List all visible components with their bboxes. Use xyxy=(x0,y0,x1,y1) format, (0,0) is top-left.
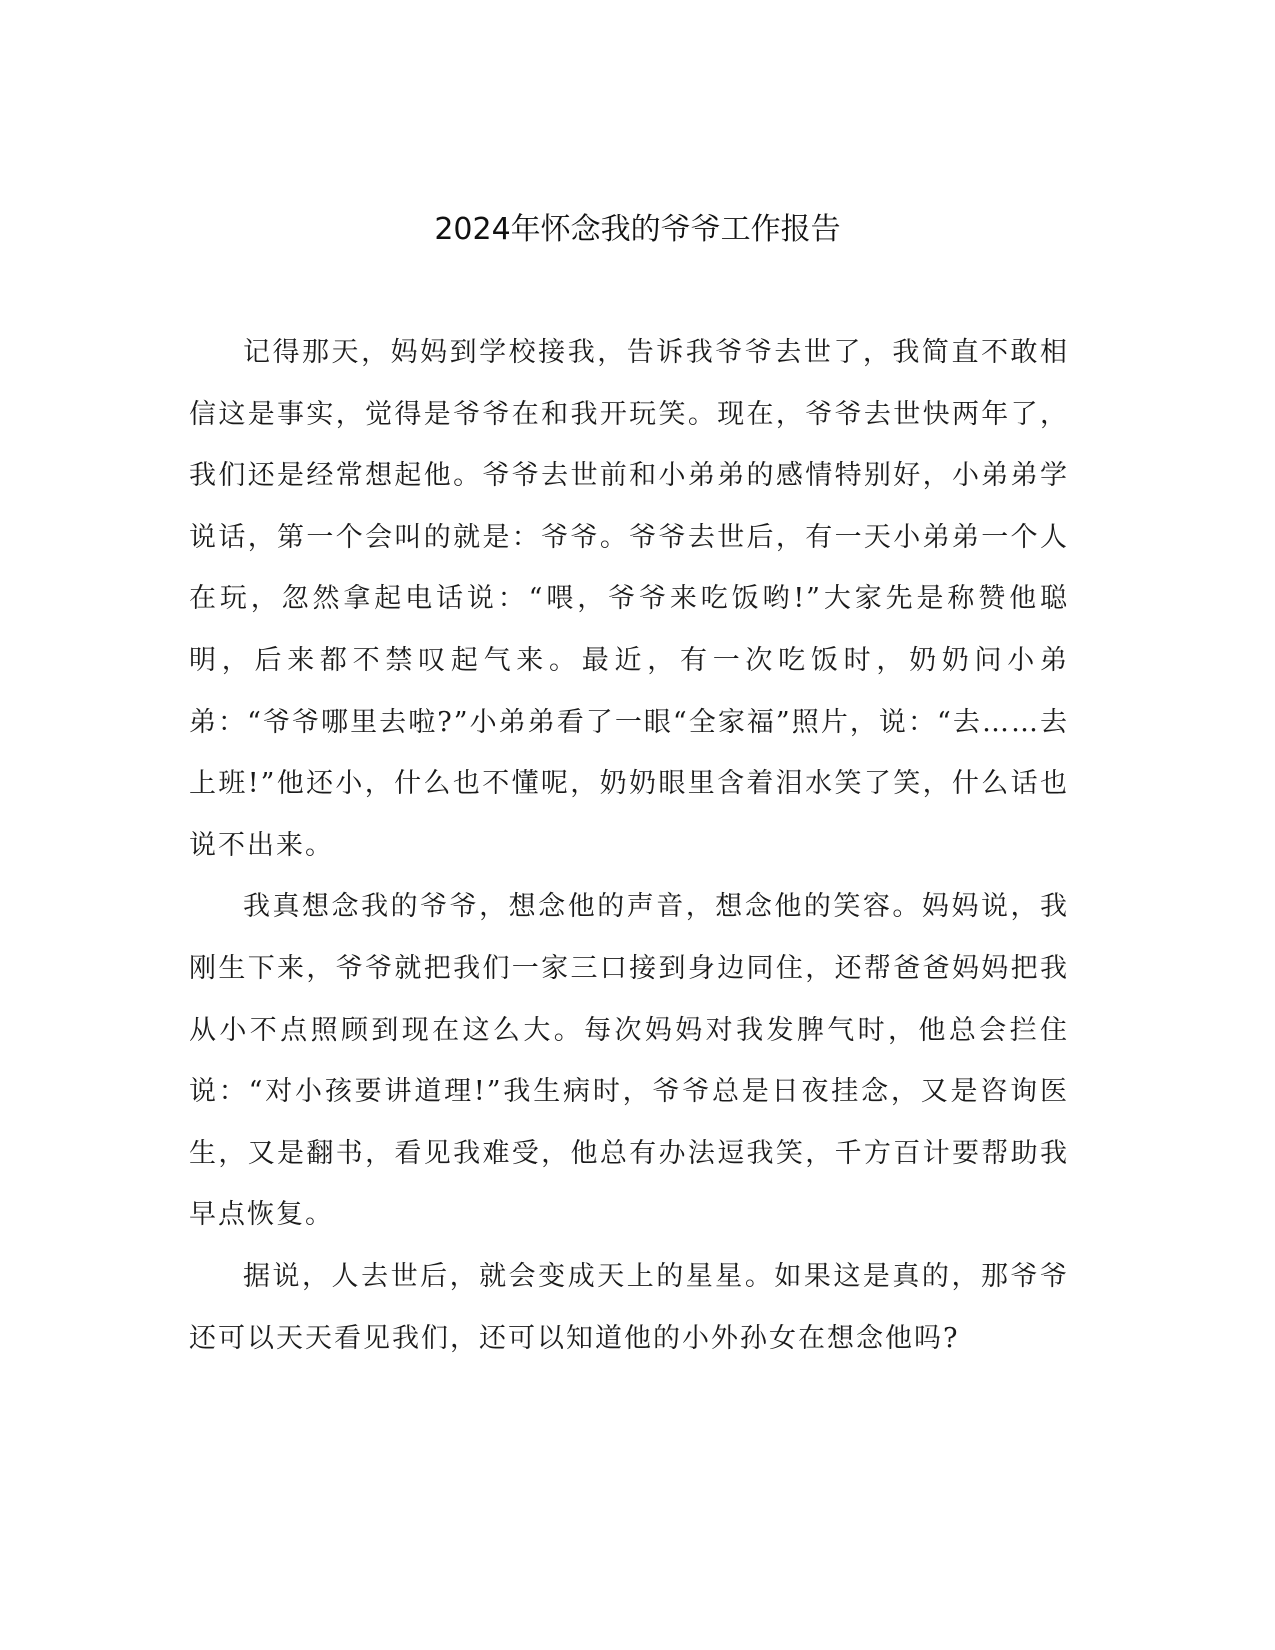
paragraph-3: 据说，人去世后，就会变成天上的星星。如果这是真的，那爷爷还可以天天看见我们，还可以知道他的小外孙女在想念他吗? xyxy=(189,1260,1069,1354)
document-title: 2024年怀念我的爷爷工作报告 xyxy=(434,212,841,247)
paragraph-1: 记得那天，妈妈到学校接我，告诉我爷爷去世了，我简直不敢相信这是事实，觉得是爷爷在和我开玩笑。现在，爷爷去世快两年了，我们还是经常想起他。爷爷去世前和小弟弟的感情特别好，小弟弟学说话，第一个会叫的就是：爷爷。爷爷去世后，有一天小弟弟一个人在玩，忽然拿起电话说：“喂，爷爷来吃饭哟!”大家先是称赞他聪明，后来都不禁叹起气来。最近，有一次吃饭时，奶奶问小弟弟：“爷爷哪里去啦?”小弟弟看了一眼“全家福”照片，说：“去……去上班!”他还小，什么也不懂呢，奶奶眼里含着泪水笑了笑，什么话也说不出来。 xyxy=(189,337,1069,861)
paragraph-2: 我真想念我的爷爷，想念他的声音，想念他的笑容。妈妈说，我刚生下来，爷爷就把我们一家三口接到身边同住，还帮爸爸妈妈把我从小不点照顾到现在这么大。每次妈妈对我发脾气时，他总会拦住说：“对小孩要讲道理!”我生病时，爷爷总是日夜挂念，又是咨询医生，又是翻书，看见我难受，他总有办法逗我笑，千方百计要帮助我早点恢复。 xyxy=(189,891,1069,1231)
document-body xyxy=(189,322,1069,1369)
